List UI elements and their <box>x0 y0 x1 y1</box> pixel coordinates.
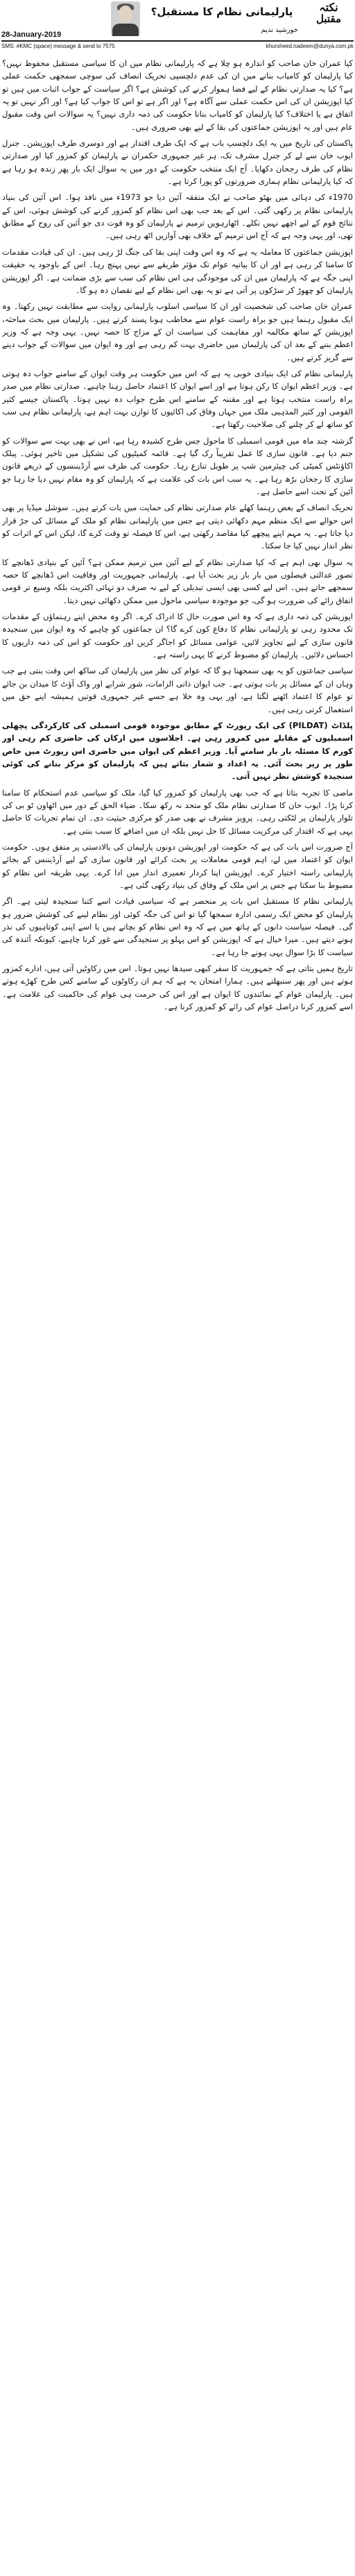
paragraph: 1970ء کی دہائی میں بھٹو صاحب نے ایک متفقہ آئین دیا جو 1973ء میں نافذ ہوا۔ اس آئین کی بنیاد پارلیمانی نظام پر رکھی گئی۔ اس کے بعد جب بھی اس نظام کو کمزور کرنے کی کوشش ہوئی، اس کے نتائج قوم کے لیے اچھے نہیں نکلے۔ اٹھارہویں ترمیم نے پارلیمان کو وہ قوت دی جو آئین کی روح کے مطابق تھی، اور یہی وجہ ہے کہ آج اس ترمیم کے خلاف بھی آوازیں اٹھ رہی ہیں۔ <box>2 192 353 241</box>
paragraph: عمران خان صاحب کی شخصیت اور ان کا سیاسی اسلوب پارلیمانی روایت سے مطابقت نہیں رکھتا۔ وہ ایک مقبول رہنما ہیں جو براہ راست عوام سے مخاطب ہونا پسند کرتے ہیں۔ پارلیمان میں بحث مباحثہ، اپوزیشن کے ساتھ مکالمہ اور مفاہمت کی سیاست ان کے مزاج کا حصہ نہیں۔ یہی وجہ ہے کہ وزیر اعظم بننے کے بعد ان کی پارلیمان میں حاضری بہت کم رہی ہے اور وہ ایوان میں سوالات کے جواب دینے سے گریز کرتے ہیں۔ <box>2 301 353 362</box>
author-portrait <box>111 1 140 36</box>
author-byline: خورشید ندیم <box>261 26 298 34</box>
paragraph: کیا عمران خان صاحب کو اندازہ ہو چلا ہے کہ پارلیمانی نظام میں ان کا سیاسی مستقبل محفوظ نہیں؟ کیا پارلیمان کو کامیاب بنانے میں ان کی عدم دلچسپی تحریک انصاف کی سوچی سمجھی حکمت عملی ہے؟ کیا یہ صدارتی نظام کے لیے فضا ہموار کرنے کی کوشش ہے؟ اگر سیاست کے جواب اثبات میں ہیں تو کیا اپوزیشن ان کی اس حکمت عملی سے آگاہ ہے؟ اور اگر ہے تو اس کا جواب کیا ہے؟ اور اگر نہیں تو یہ اتفاق ہے یا اختلاف؟ کیا پارلیمان کو کامیاب بنانا حکومت کی ذمہ داری نہیں؟ یہ سوالات اس وقت مقبول عام ہیں اور یہ اپوزیشن جماعتوں کی بقا کے لیے بھی ضروری ہیں۔ <box>2 58 353 132</box>
paragraph: تحریک انصاف کے بعض رہنما کھلے عام صدارتی نظام کی حمایت میں بات کرتے ہیں۔ سوشل میڈیا پر بھی اس حوالے سے ایک منظم مہم دکھائی دیتی ہے جس میں پارلیمانی نظام کو ملک کے مسائل کی جڑ قرار دیا جاتا ہے۔ یہ مہم اپنے پیچھے کیا مقاصد رکھتی ہے، اس کا فیصلہ تو وقت کرے گا، لیکن اس کے اثرات کو نظر انداز نہیں کیا جا سکتا۔ <box>2 503 353 551</box>
paragraph: تاریخ ہمیں بتاتی ہے کہ جمہوریت کا سفر کبھی سیدھا نہیں ہوتا۔ اس میں رکاوٹیں آتی ہیں، ادارے کمزور ہوتے ہیں اور پھر سنبھلتے ہیں۔ ہمارا امتحان یہ ہے کہ ہم ان رکاوٹوں کے سامنے کس طرح کھڑے ہوتے ہیں۔ پارلیمان عوام کے نمائندوں کا ایوان ہے اور اس کی حرمت ہی عوام کی حاکمیت کی علامت ہے۔ اسے کمزور کرنا دراصل عوام کی رائے کو کمزور کرنا ہے۔ <box>2 963 353 1012</box>
paragraph: اپوزیشن کی ذمہ داری ہے کہ وہ اس صورت حال کا ادراک کرے۔ اگر وہ محض اپنے رہنماؤں کے مقدمات تک محدود رہی تو پارلیمانی نظام کا دفاع کون کرے گا؟ ان جماعتوں کو چاہیے کہ وہ ایوان میں سنجیدہ قانون سازی کے لیے تجاویز لائیں، عوامی مسائل کو اجاگر کریں اور حکومت کو اس کی ذمہ داریوں کا احساس دلائیں۔ پارلیمان کو مضبوط کرنے کا یہی راستہ ہے۔ <box>2 612 353 660</box>
paragraph-pildat: پلڈاٹ (PILDAT) کی ایک رپورٹ کے مطابق موجودہ قومی اسمبلی کی کارکردگی پچھلی اسمبلیوں کے مقابلے میں کمزور رہی ہے۔ اجلاسوں میں ارکان کی حاضری کم رہی اور کورم کا مسئلہ بار بار سامنے آیا۔ وزیر اعظم کی ایوان میں حاضری اس رپورٹ میں خاص طور پر زیر بحث آئی۔ یہ اعداد و شمار بتاتے ہیں کہ پارلیمان کو مرکز بنانے کی کوئی سنجیدہ کوشش نظر نہیں آتی۔ <box>2 720 353 782</box>
headline: پارلیمانی نظام کا مستقبل؟ <box>150 6 293 18</box>
paragraph: یہ سوال بھی اہم ہے کہ کیا صدارتی نظام کے لیے آئین میں ترمیم ممکن ہے؟ آئین کے بنیادی ڈھانچے کا تصور عدالتی فیصلوں میں بار بار زیر بحث آیا ہے۔ پارلیمانی جمہوریت اور وفاقیت اس ڈھانچے کا حصہ سمجھے جاتے ہیں۔ اس لیے کسی بھی ایسی تبدیلی کے لیے نہ صرف دو تہائی اکثریت بلکہ وسیع تر قومی اتفاق رائے کی ضرورت ہو گی، جو موجودہ سیاسی ماحول میں ممکن دکھائی نہیں دیتا۔ <box>2 557 353 605</box>
logo-line-1: نکتہ <box>319 1 338 14</box>
column-header <box>0 0 355 49</box>
sms-info: SMS: #KMC (space) message & send to 7575 <box>1 43 115 49</box>
paragraph: پارلیمانی نظام کی ایک بنیادی خوبی یہ ہے کہ اس میں حکومت ہر وقت ایوان کے سامنے جواب دہ ہوتی ہے۔ وزیر اعظم ایوان کا رکن ہوتا ہے اور اسے ایوان کا اعتماد حاصل رہنا چاہیے۔ صدارتی نظام میں صدر براہ راست منتخب ہوتا ہے اور مقننہ کے سامنے اس طرح جواب دہ نہیں ہوتا۔ پاکستان جیسے کثیر القومی اور کثیر المذہبی ملک میں جہاں وفاق کی اکائیوں کا توازن بہت اہم ہے، پارلیمانی نظام ہی سب کو ساتھ لے کر چلنے کی صلاحیت رکھتا ہے۔ <box>2 368 353 430</box>
article-body <box>2 57 353 2570</box>
logo-line-2: مقتبل <box>315 12 342 25</box>
paragraph: پارلیمانی نظام کا مستقبل اس بات پر منحصر ہے کہ سیاسی قیادت اسے کتنا سنجیدہ لیتی ہے۔ اگر پارلیمان کو محض ایک رسمی ادارہ سمجھا گیا تو اس کی جگہ کوئی اور نظام لینے کی کوشش ضرور ہو گی۔ فیصلہ سیاست دانوں کے ہاتھ میں ہے کہ وہ اس نظام کو بچاتے ہیں یا اسے اپنی کوتاہیوں کی نذر ہونے دیتے ہیں۔ میرا خیال ہے کہ اپوزیشن کو اس پہلو پر سنجیدگی سے غور کرنا چاہیے، کیونکہ آئندہ کی سیاست کا بڑا سوال یہی ہونے جا رہا ہے۔ <box>2 896 353 957</box>
column-logo <box>305 1 352 29</box>
paragraph: اپوزیشن جماعتوں کا معاملہ یہ ہے کہ وہ اس وقت اپنی بقا کی جنگ لڑ رہی ہیں۔ ان کی قیادت مقدمات کا سامنا کر رہی ہے اور ان کا بیانیہ عوام تک مؤثر طریقے سے نہیں پہنچ رہا۔ اس کے باوجود یہ حقیقت اپنی جگہ ہے کہ پارلیمان میں ان کی موجودگی ہی اس نظام کی سب سے بڑی ضمانت ہے۔ اگر اپوزیشن پارلیمان کو چھوڑ کر سڑکوں پر آتی ہے تو یہ بھی اس نظام کے لیے نقصان دہ ہو گا۔ <box>2 246 353 295</box>
paragraph: گزشتہ چند ماہ میں قومی اسمبلی کا ماحول جس طرح کشیدہ رہا ہے، اس نے بھی بہت سے سوالات کو جنم دیا ہے۔ قانون سازی کا عمل تقریباً رک گیا ہے۔ قائمہ کمیٹیوں کی تشکیل میں تاخیر ہوئی۔ پبلک اکاؤنٹس کمیٹی کی چیئرمین شپ پر طویل تنازع رہا۔ حکومت کی طرف سے آرڈیننسوں کے ذریعے قانون سازی کا رجحان بڑھ رہا ہے۔ یہ سب اس بات کی علامت ہے کہ پارلیمان کو وہ مقام نہیں دیا جا رہا جو آئین کے تحت اسے حاصل ہے۔ <box>2 435 353 496</box>
paragraph: آج ضرورت اس بات کی ہے کہ حکومت اور اپوزیشن دونوں پارلیمان کی بالادستی پر متفق ہوں۔ حکومت ایوان کو اعتماد میں لے، اہم قومی معاملات پر بحث کرائے اور قانون سازی کے لیے آرڈیننس کے بجائے پارلیمانی راستہ اختیار کرے۔ اپوزیشن اپنا کردار تعمیری انداز میں ادا کرے۔ یہی طریقہ اس نظام کو مضبوط بنا سکتا ہے جس پر اس ملک کے وفاق کی بنیاد رکھی گئی ہے۔ <box>2 841 353 890</box>
author-email: khursheed.nadeem@dunya.com.pk <box>266 43 354 49</box>
publish-date: 28-January-2019 <box>1 31 62 39</box>
header-divider <box>1 40 354 42</box>
portrait-face <box>119 6 132 22</box>
paragraph: ماضی کا تجربہ بتاتا ہے کہ جب بھی پارلیمان کو کمزور کیا گیا، ملک کو سیاسی عدم استحکام کا سامنا کرنا پڑا۔ ایوب خان کا صدارتی نظام ملک کو متحد نہ رکھ سکا۔ ضیاء الحق کے دور میں اٹھاون ٹو بی کی تلوار پارلیمان پر لٹکتی رہی۔ پرویز مشرف نے بھی صدر کو مرکزی حیثیت دی۔ ان تمام تجربات کا حاصل یہی ہے کہ اقتدار کی مرکزیت مسائل کا حل نہیں بلکہ ان میں اضافے کا سبب بنتی ہے۔ <box>2 787 353 836</box>
paragraph: سیاسی جماعتوں کو یہ بھی سمجھنا ہو گا کہ عوام کی نظر میں پارلیمان کی ساکھ اس وقت بنتی ہے جب وہاں ان کے مسائل پر بات ہوتی ہے۔ جب ایوان ذاتی الزامات، شور شرابے اور واک آؤٹ کا میدان بن جائے تو عوام کا اعتماد اٹھنے لگتا ہے، اور یہی وہ خلا ہے جسے غیر جمہوری قوتیں ہمیشہ اپنے حق میں استعمال کرتی رہی ہیں۔ <box>2 666 353 714</box>
paragraph: پاکستان کی تاریخ میں یہ ایک دلچسپ باب ہے کہ ایک طرف اقتدار ہے اور دوسری طرف اپوزیشن۔ جنرل ایوب خان سے لے کر جنرل مشرف تک، ہر غیر جمہوری حکمران نے پارلیمان کو کمزور کیا اور صدارتی نظام کی طرف رجحان دکھایا۔ آج ایک منتخب حکومت کے دور میں یہ سوال ایک بار پھر زندہ ہو رہا ہے کہ کیا پارلیمانی نظام ہماری ضرورتوں کو پورا کرتا ہے۔ <box>2 138 353 187</box>
portrait-coat <box>112 24 139 36</box>
